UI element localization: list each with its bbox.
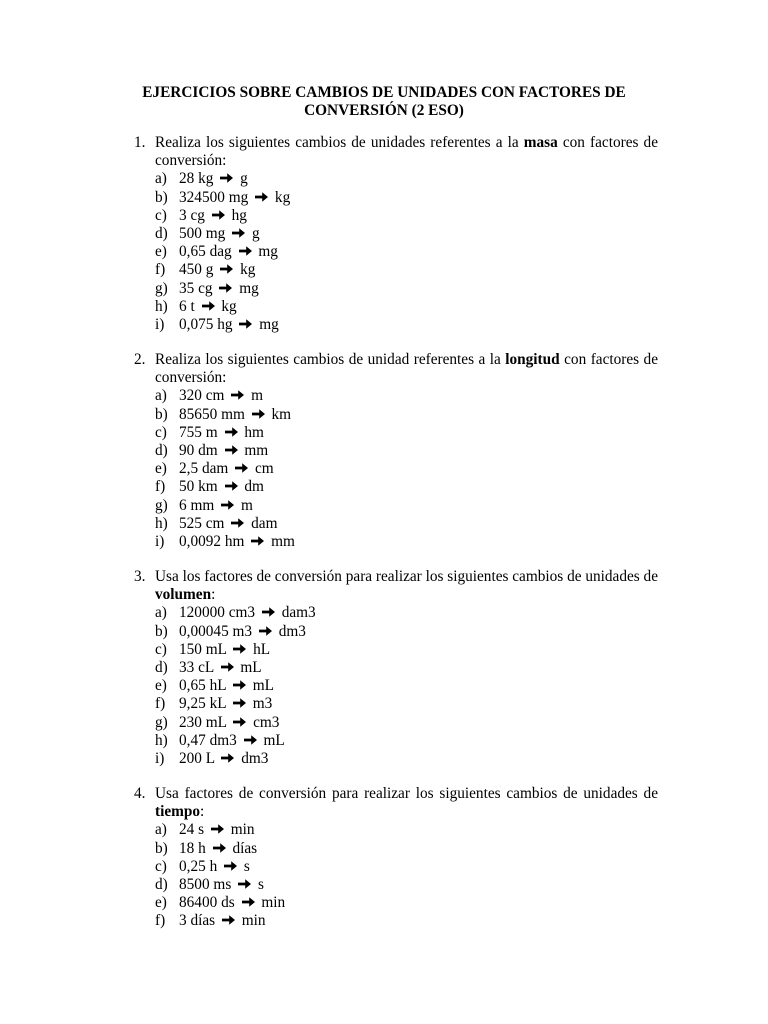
target-unit: mm — [271, 532, 295, 550]
list-item — [134, 497, 658, 515]
list-item — [134, 894, 658, 912]
target-unit: g — [251, 224, 260, 242]
exercise-statement — [155, 134, 658, 170]
target-unit: mg — [258, 243, 278, 261]
conversion — [179, 677, 274, 695]
exercise-1 — [134, 134, 658, 334]
item-letter: e) — [155, 243, 167, 261]
document-title-line-1: EJERCICIOS SOBRE CAMBIOS DE UNIDADES CON FACTORES DE — [142, 84, 626, 101]
conversion — [179, 821, 255, 839]
right-arrow-icon — [231, 227, 246, 239]
source-quantity: 24 s — [179, 821, 205, 839]
right-arrow-icon — [258, 625, 273, 637]
list-item — [134, 876, 658, 894]
list-item — [134, 604, 658, 622]
exercise-number: 2. — [134, 351, 146, 368]
conversion — [179, 280, 259, 298]
right-arrow-icon — [211, 209, 226, 221]
right-arrow-icon — [220, 661, 235, 673]
exercise-statement-end: con factores de conversión: — [155, 351, 658, 387]
item-letter: i) — [155, 532, 165, 550]
list-item — [134, 387, 658, 405]
right-arrow-icon — [223, 860, 238, 872]
right-arrow-icon — [210, 823, 225, 835]
right-arrow-icon — [237, 878, 252, 890]
source-quantity: 150 mL — [179, 640, 227, 658]
target-unit: s — [243, 857, 250, 875]
target-unit: km — [271, 405, 292, 423]
item-letter: e) — [155, 677, 167, 695]
target-unit: kg — [221, 297, 237, 315]
exercise-items — [134, 821, 658, 930]
list-item — [134, 912, 658, 930]
target-unit: hm — [244, 423, 264, 441]
exercise-statement — [155, 351, 658, 387]
exercise-items — [134, 170, 658, 334]
item-letter: b) — [155, 839, 168, 857]
source-quantity: 90 dm — [179, 441, 218, 459]
item-letter: d) — [155, 875, 168, 893]
target-unit: mL — [240, 658, 262, 676]
source-quantity: 35 cg — [179, 279, 213, 297]
target-unit: min — [230, 821, 255, 839]
conversion — [179, 858, 250, 876]
source-quantity: 6 mm — [179, 496, 215, 514]
source-quantity: 500 mg — [179, 224, 226, 242]
list-item — [134, 623, 658, 641]
source-quantity: 33 cL — [179, 658, 214, 676]
target-unit: g — [240, 170, 248, 188]
item-letter: a) — [155, 604, 167, 622]
exercise-statement — [155, 785, 658, 821]
exercise-statement-start: Realiza los siguientes cambios de unidad referentes a la — [155, 351, 506, 368]
right-arrow-icon — [241, 896, 256, 908]
source-quantity: 8500 ms — [179, 875, 232, 893]
item-letter: e) — [155, 894, 167, 912]
exercise-statement — [155, 568, 658, 604]
item-letter: h) — [155, 514, 168, 532]
list-item — [134, 225, 658, 243]
item-letter: d) — [155, 224, 168, 242]
conversion — [179, 316, 279, 334]
conversion — [179, 298, 237, 316]
exercise-statement-start: Realiza los siguientes cambios de unidades referentes a la — [155, 134, 524, 151]
exercise-number: 3. — [134, 568, 146, 585]
right-arrow-icon — [230, 389, 245, 401]
conversion — [179, 189, 290, 207]
target-unit: dm3 — [241, 749, 269, 767]
item-letter: a) — [155, 170, 167, 188]
target-unit: mL — [252, 677, 274, 695]
item-letter: b) — [155, 188, 168, 206]
source-quantity: 525 cm — [179, 514, 225, 532]
item-letter: h) — [155, 297, 168, 315]
target-unit: m — [240, 496, 253, 514]
right-arrow-icon — [224, 426, 239, 438]
list-item — [134, 750, 658, 768]
right-arrow-icon — [261, 606, 276, 618]
target-unit: dam — [251, 514, 278, 532]
list-item — [134, 732, 658, 750]
item-letter: a) — [155, 387, 167, 405]
item-letter: b) — [155, 405, 168, 423]
conversion — [179, 840, 257, 858]
item-letter: i) — [155, 749, 165, 767]
target-unit: min — [241, 912, 266, 930]
target-unit: cm3 — [253, 713, 280, 731]
conversion — [179, 515, 277, 533]
target-unit: dm3 — [278, 622, 306, 640]
conversion — [179, 387, 263, 405]
list-item — [134, 478, 658, 496]
right-arrow-icon — [232, 697, 247, 709]
list-item — [134, 533, 658, 551]
conversion — [179, 714, 279, 732]
source-quantity: 200 L — [179, 749, 215, 767]
list-item — [134, 677, 658, 695]
right-arrow-icon — [212, 842, 227, 854]
target-unit: mg — [259, 315, 279, 333]
target-unit: mg — [239, 279, 259, 297]
source-quantity: 3 cg — [179, 206, 205, 224]
item-letter: g) — [155, 713, 168, 731]
conversion — [179, 604, 316, 622]
exercise-statement-start: Usa los factores de conversión para realizar los siguientes cambios de unidades de — [155, 568, 658, 585]
list-item — [134, 280, 658, 298]
list-item — [134, 840, 658, 858]
conversion — [179, 243, 278, 261]
exercise-2 — [134, 351, 658, 551]
source-quantity: 86400 ds — [179, 894, 235, 912]
conversion — [179, 732, 285, 750]
right-arrow-icon — [232, 716, 247, 728]
item-letter: i) — [155, 315, 165, 333]
right-arrow-icon — [224, 444, 239, 456]
target-unit: m3 — [252, 695, 273, 713]
list-item — [134, 243, 658, 261]
source-quantity: 0,65 dag — [179, 243, 232, 261]
item-letter: d) — [155, 658, 168, 676]
exercise-magnitude: tiempo — [155, 803, 201, 821]
right-arrow-icon — [232, 643, 247, 655]
source-quantity: 28 kg — [179, 170, 214, 188]
source-quantity: 230 mL — [179, 713, 227, 731]
right-arrow-icon — [220, 752, 235, 764]
item-letter: h) — [155, 731, 168, 749]
exercise-magnitude: volumen — [155, 586, 212, 604]
right-arrow-icon — [221, 914, 236, 926]
right-arrow-icon — [201, 300, 216, 312]
conversion — [179, 406, 291, 424]
item-letter: c) — [155, 857, 167, 875]
list-item — [134, 641, 658, 659]
right-arrow-icon — [224, 480, 239, 492]
right-arrow-icon — [219, 263, 234, 275]
right-arrow-icon — [232, 679, 247, 691]
right-arrow-icon — [243, 734, 258, 746]
source-quantity: 2,5 dam — [179, 460, 229, 478]
conversion — [179, 641, 270, 659]
source-quantity: 755 m — [179, 423, 218, 441]
conversion — [179, 225, 260, 243]
conversion — [179, 894, 285, 912]
item-letter: e) — [155, 460, 167, 478]
target-unit: mm — [244, 441, 269, 459]
target-unit: m — [251, 387, 264, 405]
list-item — [134, 515, 658, 533]
target-unit: kg — [274, 188, 291, 206]
target-unit: hL — [253, 640, 271, 658]
target-unit: mL — [263, 731, 285, 749]
source-quantity: 85650 mm — [179, 405, 245, 423]
conversion — [179, 424, 264, 442]
conversion — [179, 876, 264, 894]
item-letter: b) — [155, 622, 168, 640]
exercise-magnitude: masa — [523, 134, 558, 151]
list-item — [134, 821, 658, 839]
source-quantity: 324500 mg — [179, 188, 249, 206]
list-item — [134, 170, 658, 188]
source-quantity: 320 cm — [179, 387, 225, 405]
document-title-line-2: CONVERSIÓN (2 ESO) — [304, 102, 464, 119]
exercise-statement-end: : — [211, 586, 216, 604]
target-unit: hg — [231, 206, 247, 224]
source-quantity: 50 km — [179, 478, 218, 496]
exercise-statement-start: Usa factores de conversión para realizar los siguientes cambios de unidades de — [155, 785, 658, 802]
list-item — [134, 714, 658, 732]
target-unit: dam3 — [281, 604, 316, 622]
conversion — [179, 261, 255, 279]
exercise-3 — [134, 568, 658, 768]
source-quantity: 0,0092 hm — [179, 532, 245, 550]
target-unit: cm — [254, 460, 274, 478]
conversion — [179, 623, 306, 641]
source-quantity: 0,00045 m3 — [179, 622, 253, 640]
item-letter: c) — [155, 423, 167, 441]
right-arrow-icon — [230, 517, 245, 529]
conversion — [179, 497, 253, 515]
source-quantity: 120000 cm3 — [179, 604, 256, 622]
item-letter: g) — [155, 279, 168, 297]
item-letter: f) — [155, 695, 166, 713]
target-unit: kg — [240, 261, 256, 279]
list-item — [134, 189, 658, 207]
item-letter: f) — [155, 478, 166, 496]
exercise-items — [134, 604, 658, 768]
right-arrow-icon — [234, 462, 249, 474]
item-letter: f) — [155, 912, 166, 930]
conversion — [179, 207, 247, 225]
list-item — [134, 695, 658, 713]
right-arrow-icon — [220, 499, 235, 511]
exercise-statement-end: con factores de conversión: — [155, 134, 658, 170]
item-letter: g) — [155, 496, 168, 514]
right-arrow-icon — [254, 191, 269, 203]
item-letter: c) — [155, 206, 167, 224]
source-quantity: 0,25 h — [179, 857, 218, 875]
conversion — [179, 533, 295, 551]
right-arrow-icon — [218, 282, 233, 294]
exercise-4 — [134, 785, 658, 931]
target-unit: días — [232, 839, 258, 857]
conversion — [179, 442, 268, 460]
source-quantity: 450 g — [179, 261, 214, 279]
conversion — [179, 912, 266, 930]
source-quantity: 9,25 kL — [179, 695, 227, 713]
conversion — [179, 750, 268, 768]
source-quantity: 18 h — [179, 839, 206, 857]
list-item — [134, 659, 658, 677]
list-item — [134, 442, 658, 460]
list-item — [134, 298, 658, 316]
list-item — [134, 207, 658, 225]
list-item — [134, 858, 658, 876]
source-quantity: 0,65 hL — [179, 677, 227, 695]
item-letter: f) — [155, 261, 166, 279]
conversion — [179, 460, 274, 478]
exercise-items — [134, 387, 658, 551]
item-letter: d) — [155, 441, 168, 459]
right-arrow-icon — [250, 535, 265, 547]
item-letter: a) — [155, 821, 167, 839]
conversion — [179, 695, 272, 713]
list-item — [134, 424, 658, 442]
source-quantity: 0,075 hg — [179, 315, 233, 333]
list-item — [134, 406, 658, 424]
right-arrow-icon — [238, 318, 253, 330]
exercise-number: 1. — [134, 134, 146, 151]
right-arrow-icon — [219, 172, 234, 184]
conversion — [179, 478, 264, 496]
source-quantity: 6 t — [179, 297, 195, 315]
item-letter: c) — [155, 640, 167, 658]
target-unit: s — [257, 875, 264, 893]
list-item — [134, 261, 658, 279]
right-arrow-icon — [238, 245, 253, 257]
list-item — [134, 460, 658, 478]
exercise-statement-end: : — [200, 803, 205, 821]
source-quantity: 0,47 dm3 — [179, 731, 237, 749]
exercise-number: 4. — [134, 785, 146, 802]
conversion — [179, 659, 262, 677]
conversion — [179, 170, 248, 188]
source-quantity: 3 días — [179, 912, 216, 930]
target-unit: dm — [244, 478, 264, 496]
target-unit: min — [261, 894, 286, 912]
right-arrow-icon — [251, 408, 266, 420]
exercise-magnitude: longitud — [505, 351, 560, 368]
list-item — [134, 316, 658, 334]
